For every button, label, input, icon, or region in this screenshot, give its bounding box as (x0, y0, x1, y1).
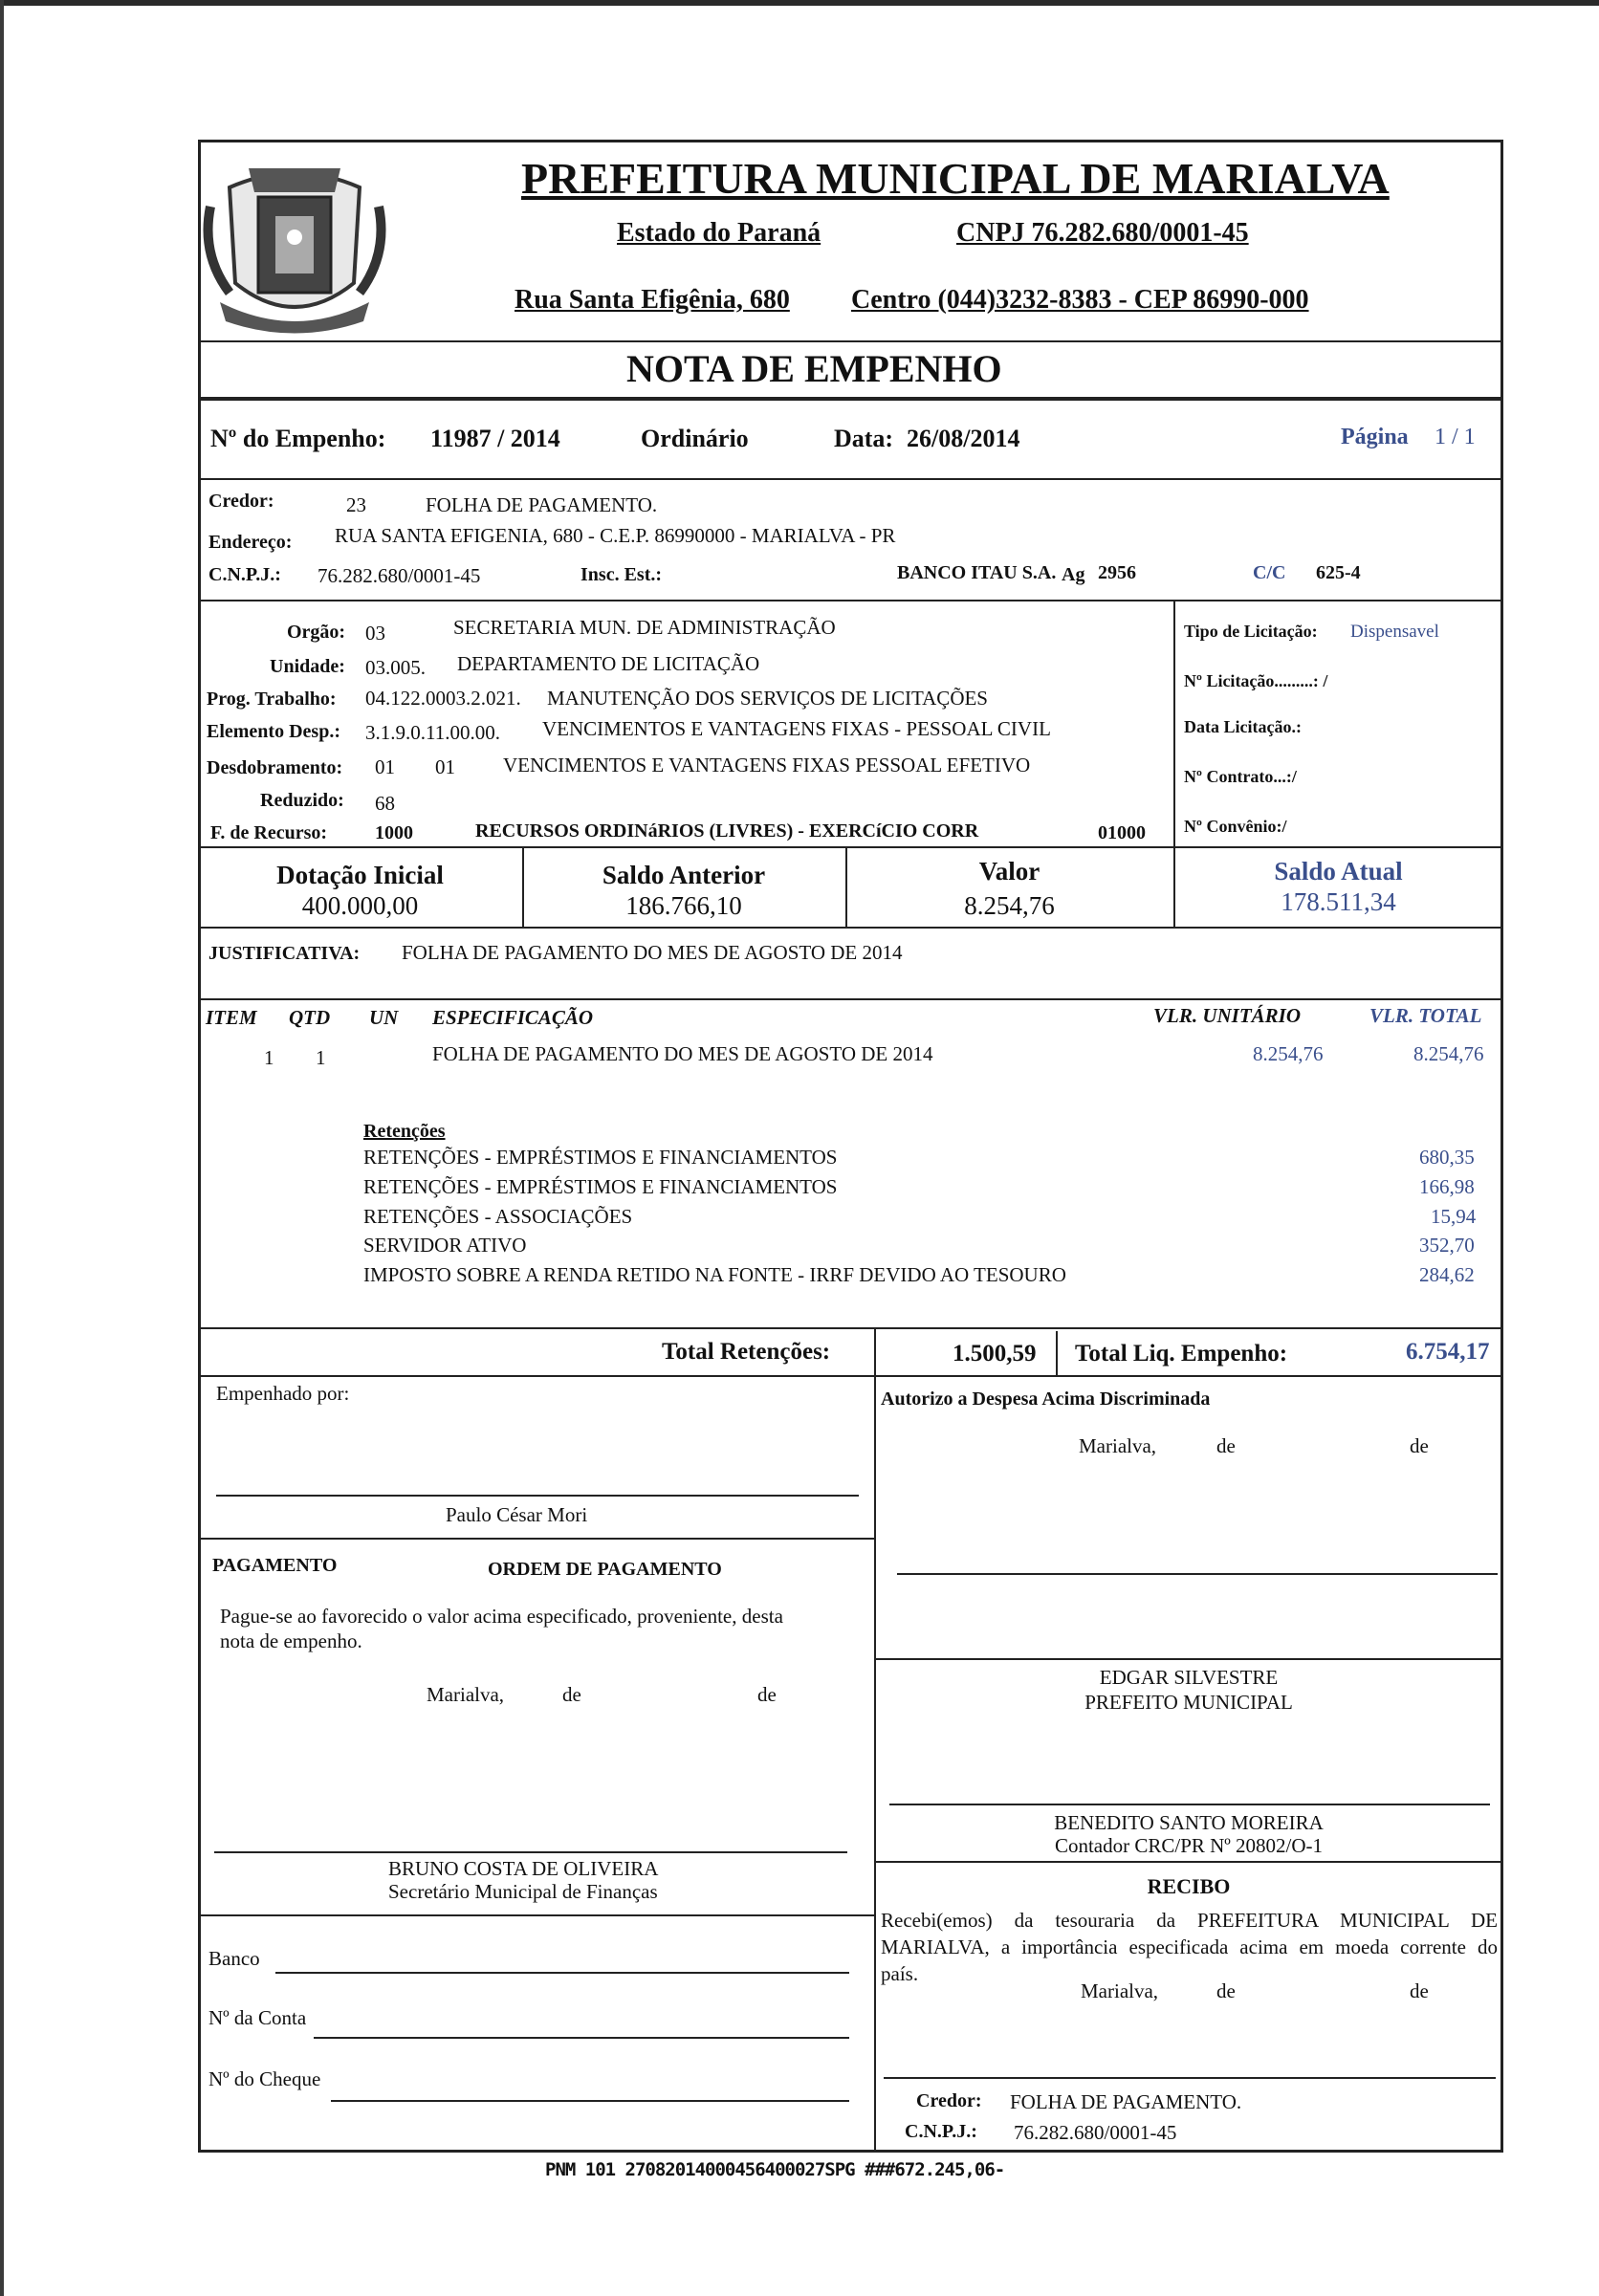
credor-name: FOLHA DE PAGAMENTO. (426, 493, 658, 516)
divider (198, 600, 1503, 601)
prog-trabalho-desc: MANUTENÇÃO DOS SERVIÇOS DE LICITAÇÕES (547, 687, 988, 710)
divider (198, 998, 1503, 1000)
divider (198, 1538, 874, 1540)
bank-name: BANCO ITAU S.A. (897, 562, 1057, 583)
divider (198, 340, 1503, 342)
signature-line (897, 1573, 1498, 1575)
licitacao-type-label: Tipo de Licitação: (1184, 622, 1318, 641)
col-item: ITEM (206, 1006, 257, 1029)
divider (874, 1375, 876, 2152)
signature-line (884, 2077, 1496, 2079)
ordem-place: Marialva, (427, 1683, 505, 1706)
contador-name: BENEDITO SANTO MOREIRA (1054, 1811, 1324, 1834)
insc-est-label: Insc. Est.: (580, 564, 663, 585)
elemento-desc: VENCIMENTOS E VANTAGENS FIXAS - PESSOAL CIVIL (542, 717, 1051, 740)
ordem-de-2: de (757, 1683, 777, 1706)
empenho-number: 11987 / 2014 (430, 425, 560, 452)
item-unit-value: 8.254,76 (1253, 1042, 1324, 1065)
document-title: NOTA DE EMPENHO (626, 347, 1002, 390)
credor-code: 23 (346, 493, 366, 516)
orgao-code: 03 (365, 622, 385, 645)
secretario-name: BRUNO COSTA DE OLIVEIRA (388, 1857, 659, 1880)
unidade-label: Unidade: (270, 656, 345, 677)
reduzido-value: 68 (375, 792, 395, 815)
agency-number: 2956 (1098, 562, 1136, 583)
cnpj-label: C.N.P.J.: (208, 564, 281, 585)
recurso-code: 1000 (375, 822, 413, 843)
cheque-label: Nº do Cheque (208, 2067, 321, 2090)
header-contact: Centro (044)3232-8383 - CEP 86990-000 (851, 285, 1309, 315)
divider (198, 1914, 874, 1916)
banco-line (275, 1972, 849, 1974)
contrato-number: Nº Contrato...:/ (1184, 767, 1297, 786)
elemento-label: Elemento Desp.: (207, 721, 340, 742)
scan-edge (0, 0, 1599, 6)
ordem-de-1: de (562, 1683, 581, 1706)
col-unit: VLR. UNITÁRIO (1153, 1004, 1302, 1027)
retencao-value: 284,62 (1419, 1263, 1475, 1286)
scan-edge-left (0, 0, 4, 2296)
total-liquido-value: 6.754,17 (1406, 1339, 1490, 1365)
signature-line (889, 1804, 1490, 1805)
retencao-value: 680,35 (1419, 1146, 1475, 1169)
pagamento-label: PAGAMENTO (212, 1555, 338, 1576)
total-retencoes-value: 1.500,59 (953, 1341, 1037, 1367)
desdobramento-desc: VENCIMENTOS E VANTAGENS FIXAS PESSOAL EFETIVO (503, 754, 1031, 776)
item-qtd: 1 (316, 1046, 326, 1069)
empenhado-name: Paulo César Mori (446, 1503, 588, 1526)
justificativa-text: FOLHA DE PAGAMENTO DO MES DE AGOSTO DE 2014 (402, 941, 903, 964)
divider (198, 927, 1503, 929)
divider (874, 1658, 1503, 1660)
retencao-value: 352,70 (1419, 1234, 1475, 1257)
col-qtd: QTD (289, 1006, 331, 1029)
banco-label: Banco (208, 1947, 260, 1970)
signature-line (214, 1851, 847, 1853)
contador-title: Contador CRC/PR Nº 20802/O-1 (1054, 1834, 1324, 1857)
total-liquido-label: Total Liq. Empenho: (1075, 1341, 1288, 1367)
prog-trabalho-code: 04.122.0003.2.021. (365, 687, 521, 710)
header-address: Rua Santa Efigênia, 680 (515, 285, 790, 315)
pague-se-text: Pague-se ao favorecido o valor acima especificado, proveniente, desta (220, 1605, 783, 1628)
desdobramento-code-2: 01 (435, 755, 455, 778)
col-spec: ESPECIFICAÇÃO (432, 1006, 594, 1029)
reduzido-label: Reduzido: (260, 790, 344, 811)
licitacao-date: Data Licitação.: (1184, 717, 1302, 736)
retencao-desc: RETENÇÕES - EMPRÉSTIMOS E FINANCIAMENTOS (363, 1146, 838, 1169)
desdobramento-code-1: 01 (375, 755, 395, 778)
divider (198, 1375, 1503, 1377)
valor-value: 8.254,76 (964, 891, 1055, 920)
autorizo-de-2: de (1410, 1434, 1429, 1457)
retencao-desc: RETENÇÕES - ASSOCIAÇÕES (363, 1205, 633, 1228)
empenho-date-label: Data: (834, 425, 894, 452)
page-label: Página (1341, 425, 1409, 449)
account-number: 625-4 (1316, 562, 1361, 583)
recurso-code-2: 01000 (1098, 822, 1146, 843)
account-label: C/C (1253, 562, 1286, 583)
autorizo-place: Marialva, (1079, 1434, 1157, 1457)
desdobramento-label: Desdobramento: (207, 757, 343, 778)
empenhado-label: Empenhado por: (216, 1382, 350, 1405)
header-cnpj: CNPJ 76.282.680/0001-45 (956, 218, 1249, 248)
ordem-pagamento-label: ORDEM DE PAGAMENTO (488, 1559, 722, 1580)
retencao-value: 15,94 (1431, 1205, 1477, 1228)
recibo-cnpj-label: C.N.P.J.: (905, 2121, 977, 2142)
recibo-text-2: MARIALVA, a importância especificada acima em moeda corrente do (881, 1935, 1498, 1958)
signature-line (216, 1495, 859, 1497)
orgao-desc: SECRETARIA MUN. DE ADMINISTRAÇÃO (453, 616, 836, 639)
recibo-credor-label: Credor: (916, 2090, 982, 2111)
licitacao-number: Nº Licitação.........: / (1184, 671, 1328, 690)
recibo-cnpj: 76.282.680/0001-45 (1014, 2121, 1177, 2144)
empenho-number-label: Nº do Empenho: (210, 425, 386, 452)
divider (874, 1327, 876, 1375)
total-retencoes-label: Total Retenções: (662, 1339, 831, 1365)
recibo-text-3: país. (881, 1962, 919, 1985)
pague-se-text-2: nota de empenho. (220, 1629, 362, 1652)
saldo-atual-label: Saldo Atual (1274, 857, 1403, 886)
retencao-desc: RETENÇÕES - EMPRÉSTIMOS E FINANCIAMENTOS (363, 1175, 838, 1198)
divider (874, 1861, 1503, 1863)
conta-label: Nº da Conta (208, 2006, 307, 2029)
unidade-code: 03.005. (365, 656, 426, 679)
valor-label: Valor (978, 857, 1040, 886)
recibo-credor: FOLHA DE PAGAMENTO. (1010, 2090, 1242, 2113)
convenio-number: Nº Convênio:/ (1184, 817, 1287, 836)
saldo-atual-value: 178.511,34 (1281, 887, 1396, 916)
licitacao-type: Dispensavel (1350, 622, 1439, 642)
prog-trabalho-label: Prog. Trabalho: (207, 689, 337, 710)
orgao-label: Orgão: (287, 622, 346, 643)
autorizo-de-1: de (1216, 1434, 1236, 1457)
recurso-desc: RECURSOS ORDINáRIOS (LIVRES) - EXERCíCIO CORR (475, 820, 979, 842)
empenho-type: Ordinário (641, 425, 749, 452)
divider (198, 846, 1503, 848)
empenho-date: 26/08/2014 (907, 425, 1020, 452)
retencao-value: 166,98 (1419, 1175, 1475, 1198)
saldo-anterior-value: 186.766,10 (625, 891, 742, 920)
retencoes-title: Retenções (363, 1121, 446, 1142)
divider (198, 397, 1503, 401)
recibo-text-1: Recebi(emos) da tesouraria da PREFEITURA MUNICIPAL DE (881, 1909, 1498, 1932)
divider (198, 1327, 1503, 1329)
cheque-line (331, 2100, 849, 2102)
recibo-de-2: de (1410, 1979, 1429, 2002)
autorizo-text: Autorizo a Despesa Acima Discriminada (881, 1389, 1211, 1410)
page-number: 1 / 1 (1435, 425, 1476, 449)
col-un: UN (369, 1006, 399, 1029)
conta-line (314, 2037, 849, 2039)
address-label: Endereço: (208, 532, 293, 553)
recibo-de-1: de (1216, 1979, 1236, 2002)
item-number: 1 (264, 1046, 274, 1069)
credor-address: RUA SANTA EFIGENIA, 680 - C.E.P. 86990000 - MARIALVA - PR (335, 524, 896, 547)
recibo-title: RECIBO (1147, 1874, 1231, 1898)
divider (198, 478, 1503, 480)
recurso-label: F. de Recurso: (210, 822, 328, 843)
divider (1056, 1331, 1058, 1375)
retencao-desc: SERVIDOR ATIVO (363, 1234, 527, 1257)
dotacao-label: Dotação Inicial (276, 861, 444, 889)
coat-of-arms-logo (201, 149, 388, 340)
credor-label: Credor: (208, 491, 274, 512)
item-total-value: 8.254,76 (1413, 1042, 1484, 1065)
secretario-title: Secretário Municipal de Finanças (388, 1880, 658, 1903)
recibo-place: Marialva, (1081, 1979, 1159, 2002)
dotacao-value: 400.000,00 (301, 891, 419, 920)
unidade-desc: DEPARTAMENTO DE LICITAÇÃO (457, 652, 760, 675)
item-spec: FOLHA DE PAGAMENTO DO MES DE AGOSTO DE 2014 (432, 1042, 933, 1065)
col-total: VLR. TOTAL (1369, 1004, 1482, 1027)
elemento-code: 3.1.9.0.11.00.00. (365, 721, 500, 744)
agency-label: Ag (1062, 564, 1085, 585)
justificativa-label: JUSTIFICATIVA: (208, 943, 361, 964)
retencao-desc: IMPOSTO SOBRE A RENDA RETIDO NA FONTE - IRRF DEVIDO AO TESOURO (363, 1263, 1066, 1286)
municipality-title: PREFEITURA MUNICIPAL DE MARIALVA (521, 154, 1390, 203)
state-name: Estado do Paraná (617, 218, 821, 248)
footer-code: PNM 101 27082014000456400027SPG ###672.245,06- (545, 2159, 1005, 2180)
prefeito-title: PREFEITO MUNICIPAL (1084, 1691, 1293, 1714)
prefeito-name: EDGAR SILVESTRE (1099, 1666, 1279, 1689)
saldo-anterior-label: Saldo Anterior (602, 861, 766, 889)
divider (1173, 600, 1175, 846)
credor-cnpj: 76.282.680/0001-45 (318, 564, 481, 587)
